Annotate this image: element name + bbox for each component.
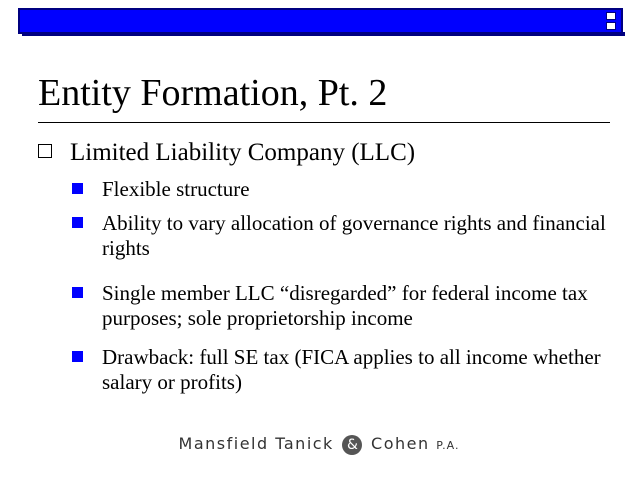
banner-square-icon (606, 12, 616, 20)
title-divider (38, 122, 610, 123)
firm-logo (0, 434, 638, 455)
square-filled-icon (72, 183, 83, 194)
heading-bullet-text: Limited Liability Company (LLC) (70, 139, 416, 166)
sub-bullet-text: Single member LLC “disregarded” for federal income tax purposes; sole proprietorship income (102, 281, 588, 330)
sub-bullet-text: Drawback: full SE tax (FICA applies to all income whether salary or profits) (102, 345, 601, 394)
top-banner-bar (18, 8, 623, 34)
square-filled-icon (72, 351, 83, 362)
square-filled-icon (72, 217, 83, 228)
square-outline-icon (38, 144, 52, 158)
ampersand-badge: & (342, 435, 362, 455)
sub-bullet-text: Flexible structure (102, 177, 250, 201)
firm-name-part2: Cohen (371, 434, 430, 453)
firm-name-part1: Mansfield Tanick (178, 434, 334, 453)
firm-suffix: P.A. (436, 439, 460, 452)
sub-bullet-text: Ability to vary allocation of governance rights and financial rights (102, 211, 606, 260)
banner-square-icon (606, 22, 616, 30)
square-filled-icon (72, 287, 83, 298)
slide-title: Entity Formation, Pt. 2 (38, 72, 388, 114)
